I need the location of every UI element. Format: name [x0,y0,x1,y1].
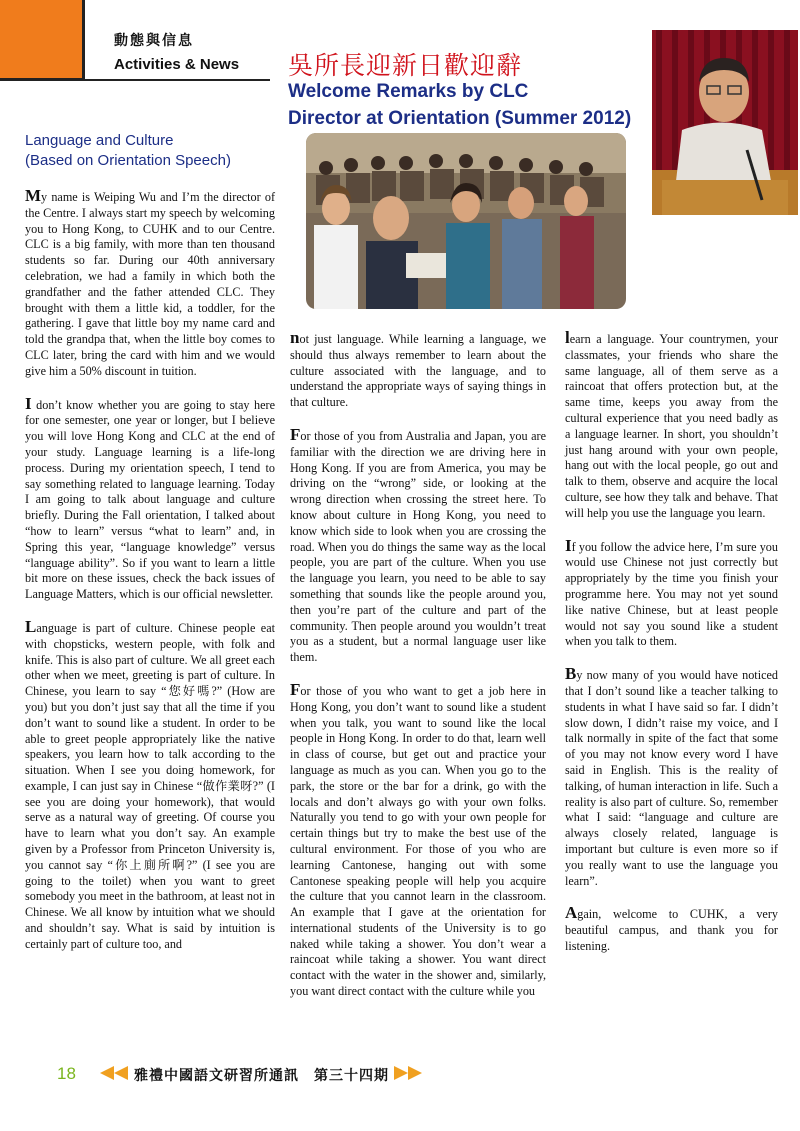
section-label-zh: 動態與信息 [114,33,194,49]
paragraph: For those of you who want to get a job here in Hong Kong, you don’t want to sound like a student when you talk, you want to sound like the local people in Hong Kong. In order to do that, learn well in class of course, but get out and practice your language as much as you can. When you go to the park, the store or the bar for a drink, go with the locals and don’t always go with your own folks. Naturally you tend to go with your own people for certain things but try to make the best use of the cultural environment. For those of you who are learning Cantonese, hanging out with some Cantonese speaking people will help you acquire the culture that you cannot learn in the classroom. An example that I gave at the orientation for international students of the University is to go naked while taking a shower. You don’t wear a raincoat while taking a shower. You want direct contact with the water in the shower and, similarly, you want direct contact with the culture while you [290,679,546,999]
paragraph: My name is Weiping Wu and I’m the director of the Centre. I always start my speech by welcoming you to Hong Kong, to CUHK and to our Centre. CLC is a big family, with more than ten thousand students so far. During our 40th anniversary celebration, we had a family in which both the grandfather and the father attended CLC. They brought with them a little kid, a toddler, for the gathering. I gave that little boy my name card and told the grandpa that, when the little boy comes to CLC later, bring the card with him and we would give him a 50% discount in tuition. [25,186,275,378]
paragraph: learn a language. Your countrymen, your classmates, your friends who share the same language, all of them serve as a raincoat that offers protection but, at the same time, keeps you away from the cultural experience that you need badly as a language learner. In short, you shouldn’t just hang around with your own people, hang out with the local people, go out and talk to them, observe and acquire the local culture, see how they talk and behave. That will help you use the language you learn. [565,328,778,520]
section-label-en: Activities & News [114,56,240,73]
text-column-3 [565,330,778,971]
speaker-photo [652,30,798,215]
article-subtitle-line1: Language and Culture [25,132,174,149]
text-column-2 [290,330,546,1016]
publication-name: 雅禮中國語文研習所通訊 第三十四期 [134,1068,389,1084]
paragraph: Again, welcome to CUHK, a very beautiful campus, and thank you for listening. [565,903,778,953]
paragraph: If you follow the advice here, I’m sure you would use Chinese not just correctly but appropriately by the time you finish your programme here. You may not yet sound like native Chinese, but at least people would not say you sound like a student when you talk to them. [565,535,778,649]
paragraph: By now many of you would have noticed that I don’t sound like a teacher talking to students in what I have said so far. I didn’t slow down, I didn’t raise my voice, and I talk normally in spite of the fact that some of you may not know every word I have said in English. This is the reality of talking, of human interaction in life. Such a reality is also part of culture. So, remember what I said: “language and culture are always closely related, language is important but culture is even more so if you really want to use the language you learn”. [565,664,778,888]
corner-accent-block [0,0,85,81]
double-arrow-right-icon [392,1066,422,1080]
article-subtitle-line2: (Based on Orientation Speech) [25,152,231,169]
article-title-zh: 吳所長迎新日歡迎辭 [288,51,523,80]
paragraph: For those of you from Australia and Japan, you are familiar with the direction we are driving here in Hong Kong. If you are from America, you may be driving on the “wrong” side, or looking at the wrong direction when crossing the street here. To know about culture in Hong Kong, you need to know which side to look when you are crossing the road. When you do things the same way as the local people, you are part of the culture. When you use the language you learn, you need to be able to say something that sounds like the people around you, then you’re part of the culture and part of the community. Then people around you wouldn’t treat you as a student, but a normal language user like them. [290,424,546,665]
text-column-1 [25,188,275,969]
audience-photo [306,133,626,309]
paragraph: Language is part of culture. Chinese people eat with chopsticks, western people, with folk and knife. This is also part of culture. We all greet each other when we meet, greeting is part of culture. In Chinese, you learn to say “您好嗎?” (How are you) but you don’t just say that all the time if you don’t want to sound like a student. In order to be able to greet people appropriately like the native speakers, you learn how to talk according to the situation. When I see you doing homework, for example, I can just say in Chinese “做作業呀?” (I see you are doing your homework), that would serve as a natural way of greeting. Of course you have to learn what you don’t say. An example given by a Professor from Princeton University is, you cannot say “你上廁所啊?” (I see you are going to the toilet) when you want to greet somebody you meet in the bathroom, at least not in Chinese. We all know by intuition what we should and shouldn’t say. What is said by intuition is certainly part of culture too, and [25,616,275,951]
paragraph: I don’t know whether you are going to stay here for one semester, one year or longer, but I believe you will love Hong Kong and CLC at the end of your study. Language learning is a life-long process. During my orientation speech, I tend to say something related to language learning. Today I am going to talk about language and culture briefly. During the Fall orientation, I talked about “how to learn” versus “what to learn” and, in Spring this year, “language knowledge” versus “language ability”. So if you want to learn a little bit more on these issues, check the back issues of Language Matters, which is our official newsletter. [25,393,275,602]
section-divider [84,79,270,81]
paragraph: not just language. While learning a language, we should thus always remember to learn about the culture associated with the language, and to understand the appropriate ways of saying things in that culture. [290,328,546,410]
page-number: 18 [57,1064,76,1083]
article-title-en-line1: Welcome Remarks by CLC [288,81,529,102]
double-arrow-left-icon [100,1066,130,1080]
article-title-en-line2: Director at Orientation (Summer 2012) [288,108,632,129]
